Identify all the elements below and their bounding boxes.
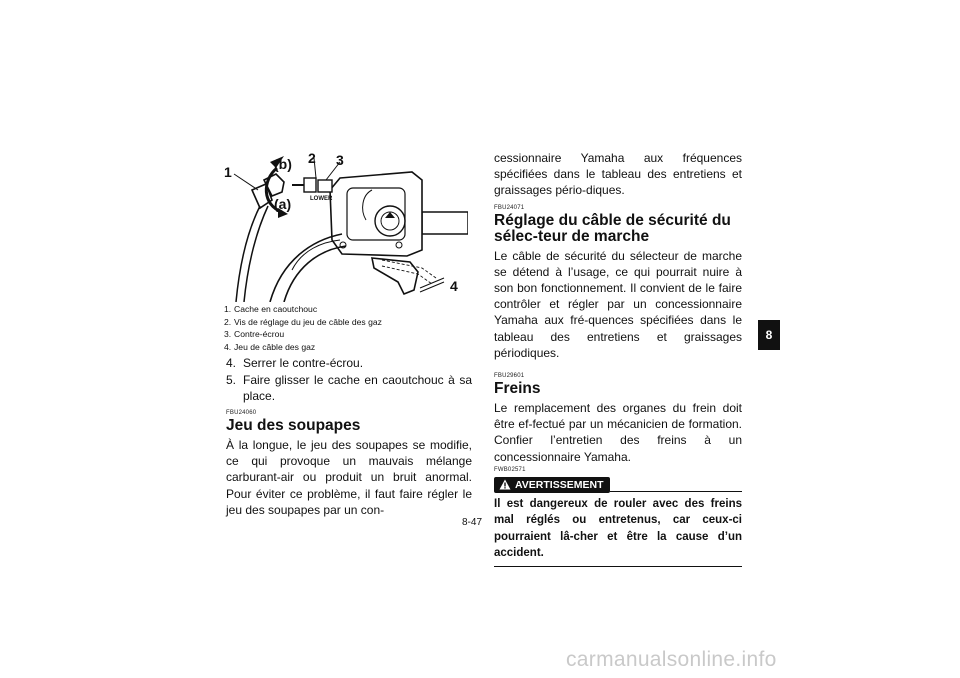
- warning-label: AVERTISSEMENT: [515, 478, 604, 491]
- page-number: 8-47: [462, 517, 483, 528]
- section-code: FBU29601: [494, 373, 525, 380]
- handlebar-illustration: [222, 150, 468, 302]
- caption-item: [224, 303, 474, 316]
- section-body: Le remplacement des organes du frein doit être ef-fectué par un mécanicien de formation. Confier l’entretien des freins à un concessionnaire Yamaha.: [494, 401, 742, 464]
- callout-2: 2: [308, 150, 316, 166]
- step-number: 5.: [226, 373, 237, 387]
- throttle-cable-figure: [222, 150, 468, 302]
- figure-captions: [224, 303, 474, 354]
- section-body: Le câble de sécurité du sélecteur de marche se détend à l’usage, ce qui pourrait nuire à son bon fonctionnement. Il convient de le faire contrôler et régler par un concessionnaire Yamaha aux fré-quences spécifiées dans le tableau des entretiens et graissages périodiques.: [494, 248, 742, 360]
- step-text: Faire glisser le cache en caoutchouc à sa place.: [243, 373, 472, 403]
- section-title: Réglage du câble de sécurité du sélec-teur de marche: [494, 211, 731, 245]
- section-title: Freins: [494, 380, 541, 398]
- procedure-steps: [226, 355, 472, 405]
- section-body: À la longue, le jeu des soupapes se modifie, ce qui provoque un mauvais mélange carburant-air ou produit un bruit anormal. Pour éviter ce problème, il faut faire régler le jeu des soupapes par un con-: [226, 438, 472, 517]
- section-valve-clearance: [226, 410, 472, 518]
- step-number: 4.: [226, 356, 237, 370]
- step-item: [226, 372, 472, 404]
- caption-text: Vis de réglage du jeu de câble des gaz: [234, 316, 382, 327]
- section-brakes: [494, 373, 742, 567]
- warning-text: Il est dangereux de rouler avec des freins mal réglés ou entretenus, car ceux-ci pourraient lâ-cher et être la cause d’un accident.: [494, 496, 742, 567]
- warning-badge: [494, 477, 610, 493]
- callout-4: 4: [450, 278, 458, 294]
- caption-text: Cache en caoutchouc: [234, 304, 318, 314]
- caption-text: Contre-écrou: [234, 329, 285, 340]
- caption-number: 1.: [224, 304, 232, 314]
- step-text: Serrer le contre-écrou.: [243, 356, 364, 370]
- caption-item: [224, 328, 474, 341]
- callout-b: (b): [274, 156, 292, 172]
- caption-item: [224, 341, 474, 354]
- continued-paragraph: cessionnaire Yamaha aux fréquences spécifiées dans le tableau des entretiens et graissages pério-diques.: [494, 151, 742, 198]
- step-item: [226, 355, 472, 371]
- section-code: FBU24060: [226, 410, 257, 416]
- right-column: [494, 150, 742, 567]
- section-title: Jeu des soupapes: [226, 417, 361, 434]
- warning-triangle-icon: [499, 479, 511, 490]
- watermark: carmanualsonline.info: [566, 648, 777, 671]
- chapter-tab: 8: [758, 320, 780, 350]
- caption-number: 4.: [224, 342, 232, 353]
- section-reverse-cable: [494, 205, 742, 361]
- caption-number: 3.: [224, 329, 232, 340]
- warning-rule: [610, 491, 742, 492]
- warning-code: FWB02571: [494, 466, 526, 473]
- warning-header: [494, 477, 742, 493]
- lower-marking: LOWER: [310, 196, 333, 202]
- section-code: FBU24071: [494, 204, 525, 211]
- callout-a: (a): [274, 196, 292, 212]
- caption-text: Jeu de câble des gaz: [234, 342, 316, 353]
- callout-3: 3: [336, 152, 344, 168]
- caption-number: 2.: [224, 316, 232, 327]
- callout-1: 1: [224, 164, 232, 180]
- caption-item: [224, 316, 474, 329]
